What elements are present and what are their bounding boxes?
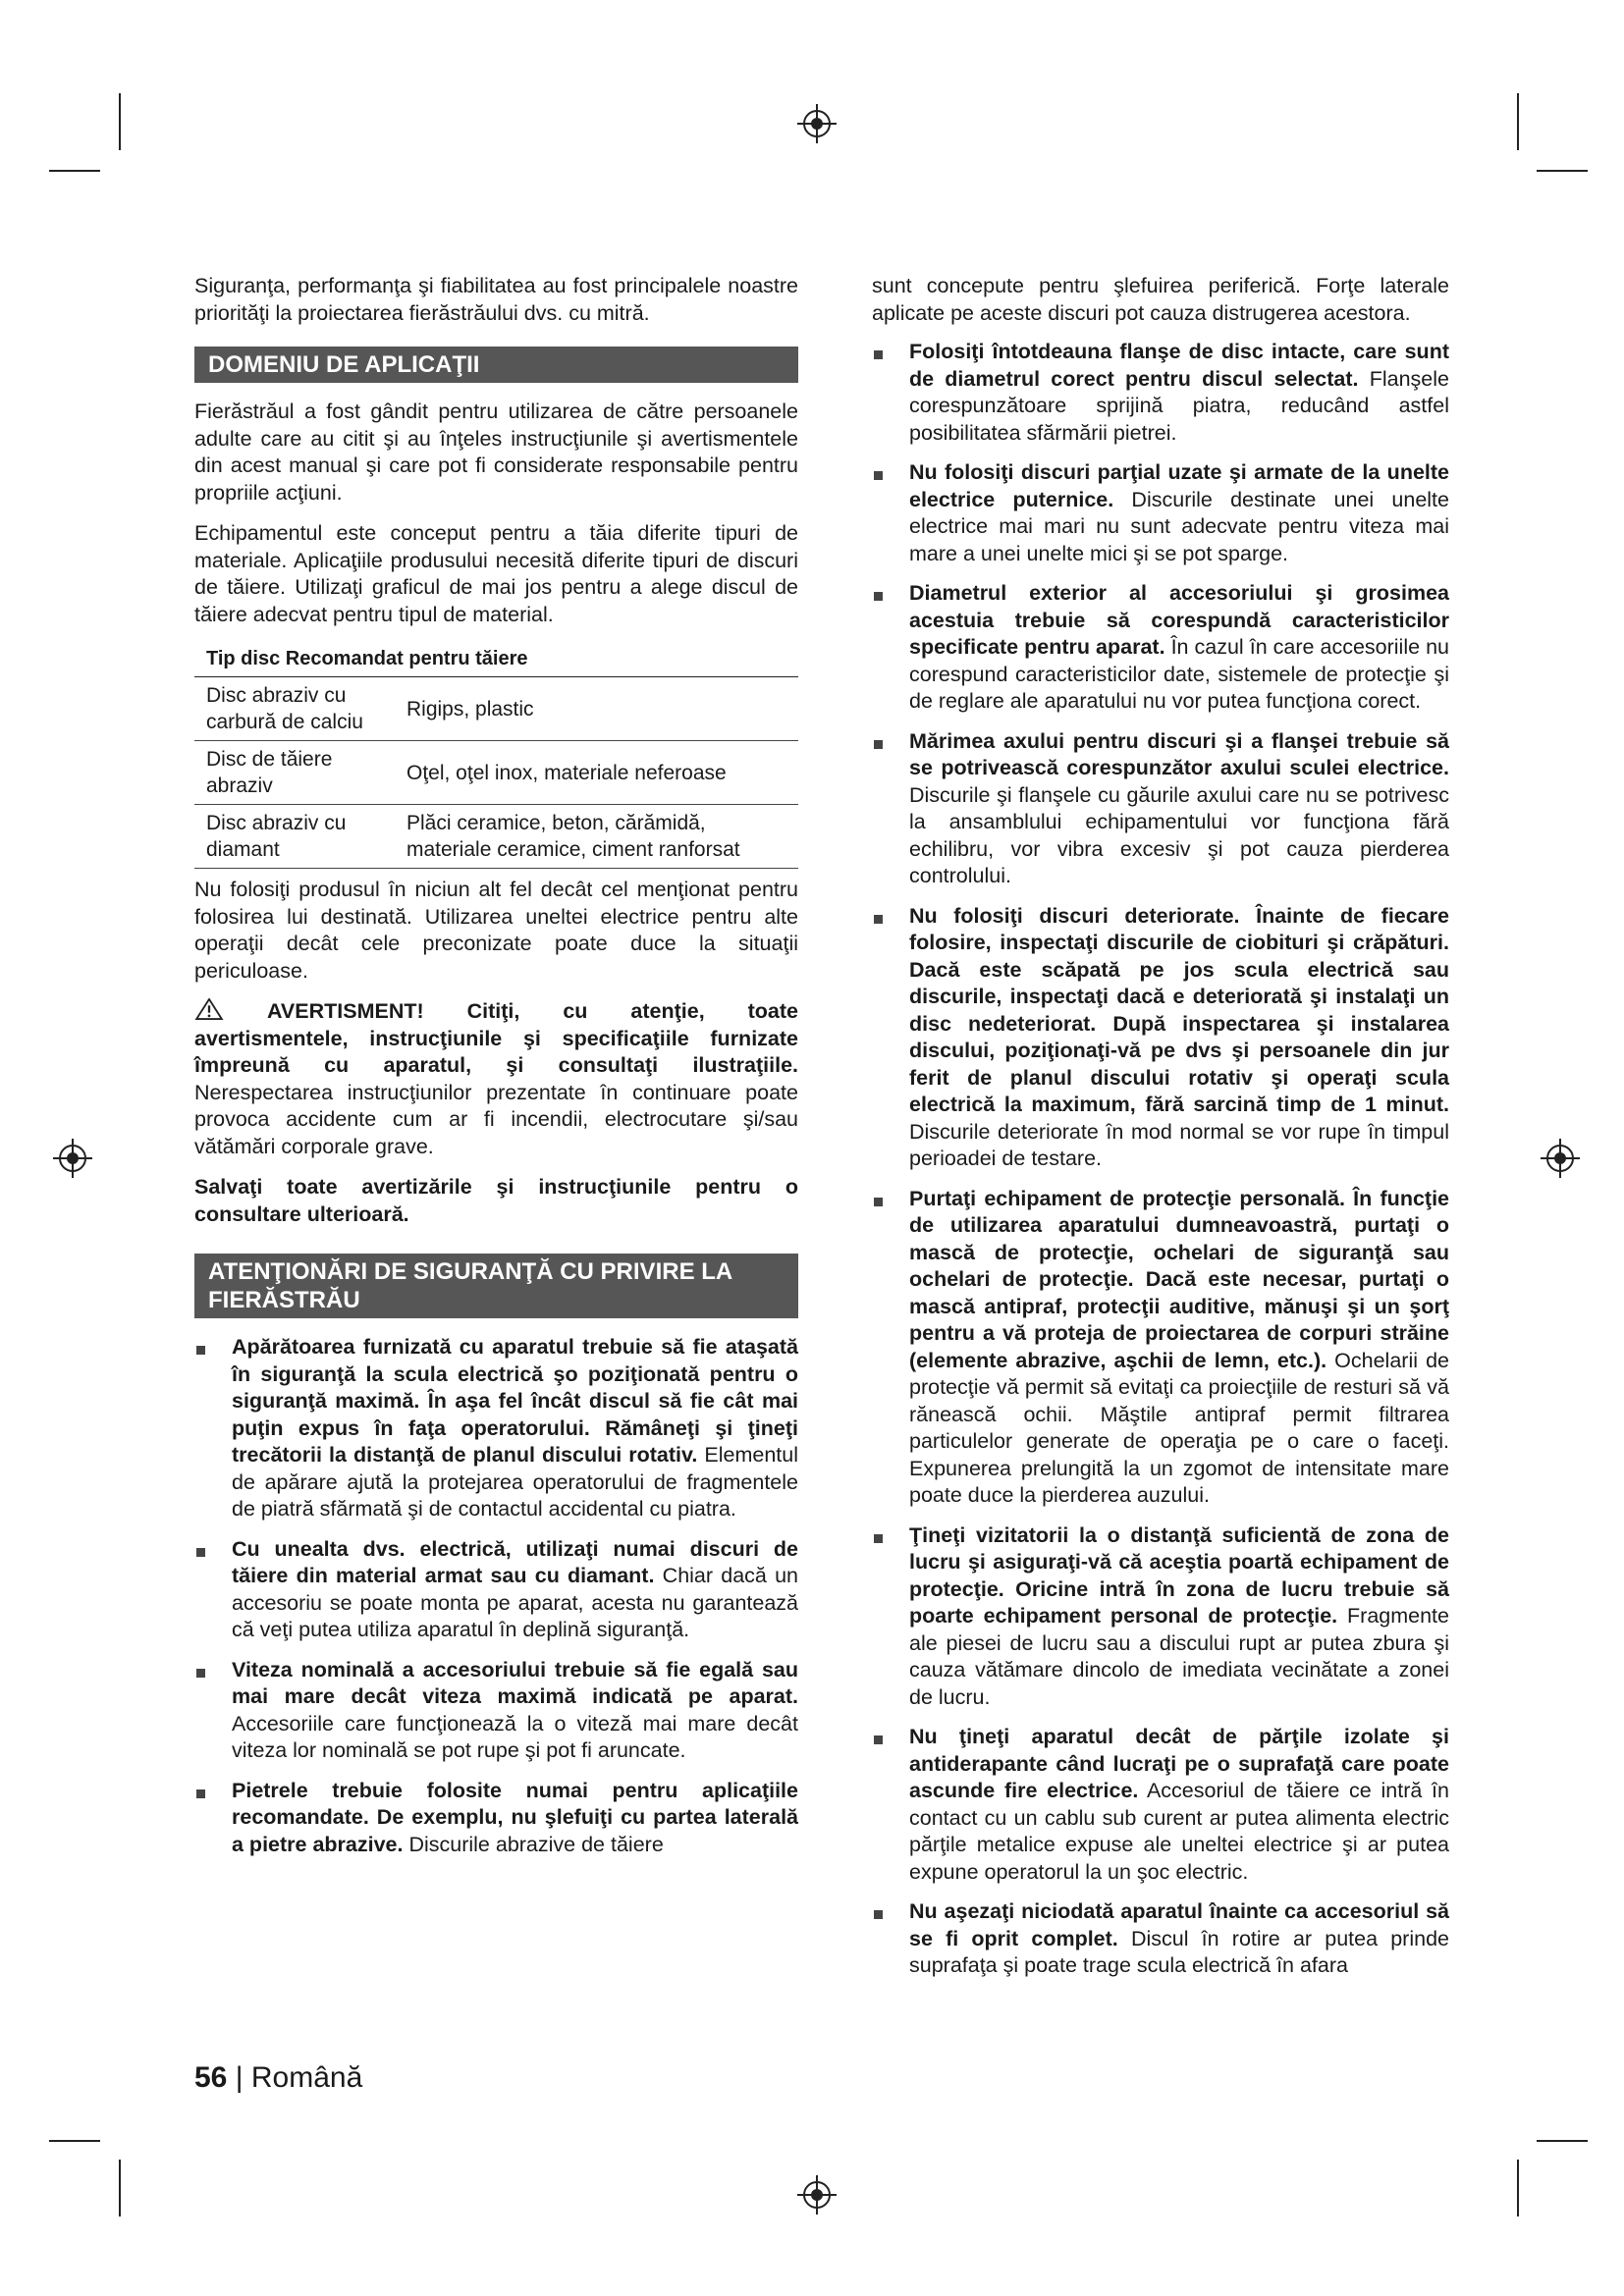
bullet-square-icon xyxy=(874,1735,883,1744)
left-column xyxy=(194,273,798,1871)
table-cell-use: Plăci ceramice, beton, cărămidă, materiale ceramice, ciment ranforsat xyxy=(395,805,798,869)
table-cell-disc: Disc de tăiere abraziv xyxy=(194,741,395,805)
left-bullet-list xyxy=(194,1334,798,1858)
crop-mark xyxy=(1517,93,1519,150)
list-item: Purtaţi echipament de protecţie personală. În funcţie de utilizarea aparatului dumneavoastră, purtaţi o mască de protecţie, ochelari de siguranţă sau ochelari de protecţie. Dacă este necesar, purtaţi o mască antipraf, protecţii auditive, mănuşi şi un şorţ pentru a vă proteja de proiectarea de corpuri străine (elemente abrazive, aşchii de lemn, etc.). Ochelarii de protecţie vă permit să evitaţi ca proiecţiile de resturi să vă rănească ochii. Măştile antipraf permit filtrarea particulelor generate de operaţia pe o care o faceţi. Expunerea prelungită la un zgomot de intensitate mare poate duce la pierderea auzului. xyxy=(872,1186,1449,1510)
crop-mark xyxy=(1537,2140,1588,2142)
crop-mark xyxy=(49,170,100,172)
registration-mark-icon xyxy=(53,1139,92,1178)
bullet-square-icon xyxy=(196,1789,205,1798)
bullet-square-icon xyxy=(874,471,883,480)
list-item: Apărătoarea furnizată cu aparatul trebuie să fie ataşată în siguranţă la scula electrică şo poziţionată pentru o siguranţă maximă. În aşa fel încât discul să fie cât mai puţin expus în faţa operatorului. Rămâneţi şi ţineţi trecătorii la distanţă de planul discului rotativ. Elementul de apărare ajută la protejarea operatorului de fragmentele de piatră sfărmată şi de contactul accidental cu piatra. xyxy=(194,1334,798,1523)
bullet-square-icon xyxy=(874,1198,883,1206)
bullet-square-icon xyxy=(196,1346,205,1355)
bullet-square-icon xyxy=(874,915,883,924)
list-item: Pietrele trebuie folosite numai pentru aplicaţiile recomandate. De exemplu, nu şlefuiţi cu partea laterală a pietre abrazive. Discurile abrazive de tăiere xyxy=(194,1778,798,1859)
registration-mark-icon xyxy=(797,104,837,143)
bullet-square-icon xyxy=(196,1548,205,1557)
bullet-square-icon xyxy=(196,1669,205,1678)
section-heading-applications: DOMENIU DE APLICAŢII xyxy=(194,347,798,383)
applications-paragraph-1: Fierăstrăul a fost gândit pentru utilizarea de către persoanele adulte care au citit şi au înţeles instrucţiunile şi avertismentele din acest manual şi care pot fi considerate responsabile pentru propriile acţiuni. xyxy=(194,400,798,505)
list-item: Nu folosiţi discuri parţial uzate şi armate de la unelte electrice puternice. Discurile destinate unei unelte electrice mai mari nu sunt adecvate pentru viteza mai mare a unei unelte mici şi se pot sparge. xyxy=(872,459,1449,567)
bullet-square-icon xyxy=(874,740,883,749)
crop-mark xyxy=(49,2140,100,2142)
list-item: Nu folosiţi discuri deteriorate. Înainte de fiecare folosire, inspectaţi discurile de ciobituri şi crăpături. Dacă este scăpată pe jos scula electrică sau discurile, inspectaţi dacă e deteriorată şi instalaţi un disc nedeteriorat. După inspectarea şi instalarea discului, poziţionaţi-vă pe dvs şi persoanele din jur ferit de planul discului rotativ şi operaţi scula electrică la maximum, fără sarcină timp de 1 minut. Discurile deteriorate în mod normal se vor rupe în timpul perioadei de testare. xyxy=(872,903,1449,1173)
table-cell-use: Rigips, plastic xyxy=(395,677,798,741)
bullet-square-icon xyxy=(874,1534,883,1543)
continued-paragraph: sunt concepute pentru şlefuirea periferică. Forţe laterale aplicate pe aceste discuri pot cauza distrugerea acestora. xyxy=(872,274,1449,325)
intro-paragraph: Siguranţa, performanţa şi fiabilitatea au fost principalele noastre priorităţi la proiectarea fierăstrăului dvs. cu mitră. xyxy=(194,274,798,325)
warning-bold-text: AVERTISMENT! Citiţi, cu atenţie, toate avertismentele, instrucţiunile şi specificaţiile furnizate împreună cu aparatul, şi consultaţi ilustraţiile. xyxy=(194,999,798,1077)
right-bullet-list xyxy=(872,339,1449,1980)
list-item: Ţineţi vizitatorii la o distanţă suficientă de zona de lucru şi asiguraţi-vă că aceştia poartă echipament de protecţie. Oricine intră în zona de lucru trebuie să poarte echipament personal de protecţie. Fragmente ale piesei de lucru sau a discului rupt ar putea zbura şi cauza vătămare dincolo de imediata vecinătate a zonei de lucru. xyxy=(872,1522,1449,1712)
registration-mark-icon xyxy=(797,2175,837,2215)
misuse-paragraph: Nu folosiţi produsul în niciun alt fel decât cel menţionat pentru folosirea lui destinată. Utilizarea uneltei electrice pentru alte operaţii decât cele preconizate poate duce la situaţii periculoase. xyxy=(194,878,798,983)
table-row xyxy=(194,741,798,805)
table-row xyxy=(194,805,798,869)
list-item: Mărimea axului pentru discuri şi a flanşei trebuie să se potrivească corespunzător axului sculei electrice. Discurile şi flanşele cu găurile axului care nu se potrivesc la ansamblului echipamentului vor funcţiona fără echilibru, vor vibra excesiv şi pot cauza pierderea controlului. xyxy=(872,728,1449,890)
list-item: Viteza nominală a accesoriului trebuie să fie egală sau mai mare decât viteza maximă indicată pe aparat. Accesoriile care funcţionează la o viteză mai mare decât viteza lor nominală se pot rupe şi pot fi aruncate. xyxy=(194,1657,798,1765)
section-heading-saw-safety: ATENŢIONĂRI DE SIGURANŢĂ CU PRIVIRE LA FIERĂSTRĂU xyxy=(194,1254,798,1318)
table-cell-use: Oţel, oţel inox, materiale neferoase xyxy=(395,741,798,805)
crop-mark xyxy=(1517,2160,1519,2216)
footer-language: Română xyxy=(250,2061,363,2094)
page-number: 56 xyxy=(194,2061,228,2094)
table-row xyxy=(194,677,798,741)
crop-mark xyxy=(119,93,121,150)
table-cell-disc: Disc abraziv cu diamant xyxy=(194,805,395,869)
list-item: Folosiţi întotdeauna flanşe de disc intacte, care sunt de diametrul corect pentru discul selectat. Flanşele corespunzătoare sprijină piatra, reducând astfel posibilitatea sfărmării pietrei. xyxy=(872,339,1449,447)
list-item: Cu unealta dvs. electrică, utilizaţi numai discuri de tăiere din material armat sau cu diamant. Chiar dacă un accesoriu se poate monta pe aparat, acesta nu garantează că veţi putea utiliza aparatul în deplină siguranţă. xyxy=(194,1536,798,1644)
list-item: Nu ţineţi aparatul decât de părţile izolate şi antiderapante când lucraţi pe o suprafaţă care poate ascunde fire electrice. Accesoriul de tăiere ce intră în contact cu un cablu sub curent ar putea alimenta electric părţile metalice expuse ale uneltei electrice şi ar putea expune operatorul la un şoc electric. xyxy=(872,1724,1449,1886)
page-footer xyxy=(194,2061,362,2095)
list-item: Nu aşezaţi niciodată aparatul înainte ca accesoriul să se fi oprit complet. Discul în rotire ar putea prinde suprafaţa şi poate trage scula electrică în afara xyxy=(872,1898,1449,1980)
applications-paragraph-2: Echipamentul este conceput pentru a tăia diferite tipuri de materiale. Aplicaţiile produsului necesită diferite tipuri de discuri de tăiere. Utilizaţi graficul de mai jos pentru a alege discul de tăiere adecvat pentru tipul de material. xyxy=(194,521,798,626)
footer-separator: | xyxy=(235,2061,244,2094)
warning-paragraph xyxy=(194,998,798,1160)
warning-triangle-icon xyxy=(194,998,224,1020)
registration-mark-icon xyxy=(1541,1139,1580,1178)
disc-table-header: Tip disc Recomandat pentru tăiere xyxy=(194,646,798,677)
bullet-square-icon xyxy=(874,1910,883,1919)
bullet-square-icon xyxy=(874,350,883,359)
right-column xyxy=(872,273,1449,1993)
list-item: Diametrul exterior al accesoriului şi grosimea acestuia trebuie să corespundă caracteristicilor specificate pentru aparat. În cazul în care accesoriile nu corespund caracteristicilor date, sistemele de protecţie şi de reglare ale aparatului nu vor putea funcţiona corect. xyxy=(872,580,1449,716)
save-instructions-note: Salvaţi toate avertizările şi instrucţiunile pentru o consultare ulterioară. xyxy=(194,1175,798,1226)
crop-mark xyxy=(119,2160,121,2216)
bullet-square-icon xyxy=(874,592,883,601)
table-cell-disc: Disc abraziv cu carbură de calciu xyxy=(194,677,395,741)
crop-mark xyxy=(1537,170,1588,172)
disc-table xyxy=(194,646,798,869)
warning-normal-text: Nerespectarea instrucţiunilor prezentate în continuare poate provoca accidente cum ar fi incendii, electrocutare şi/sau vătămări corporale grave. xyxy=(194,1080,798,1158)
